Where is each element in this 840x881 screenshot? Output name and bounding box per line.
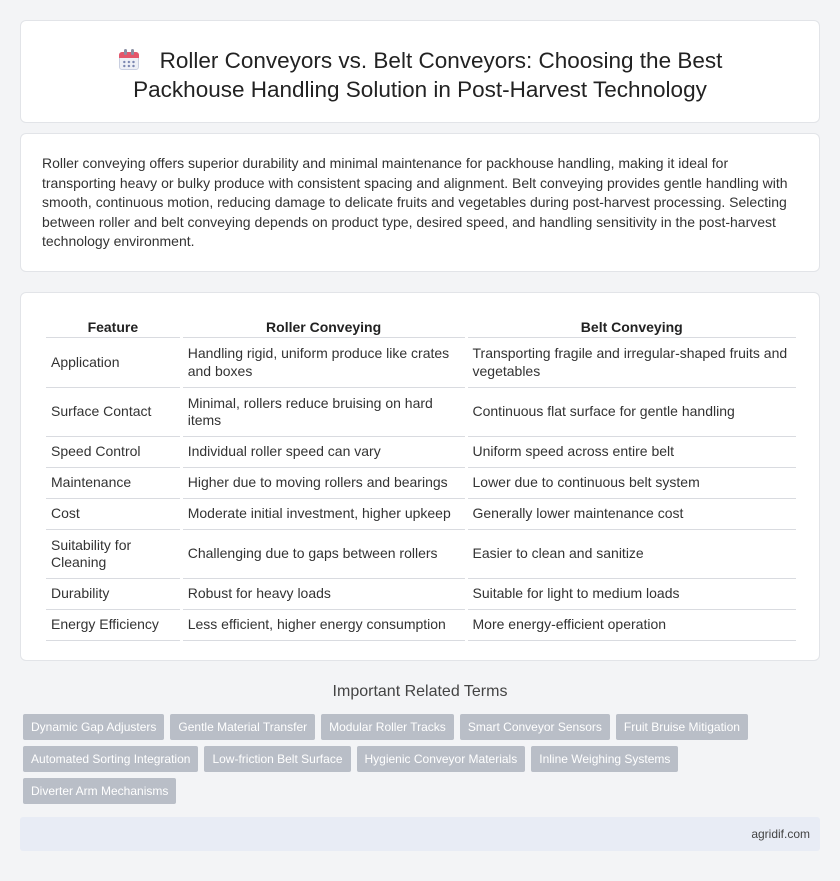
belt-cell: Transporting fragile and irregular-shaped fruits and vegetables	[468, 338, 797, 388]
related-term-tag[interactable]: Gentle Material Transfer	[170, 714, 315, 740]
page-title	[21, 46, 819, 104]
table-row	[46, 338, 796, 388]
calendar-icon	[118, 49, 140, 71]
related-term-tag[interactable]: Hygienic Conveyor Materials	[357, 746, 526, 772]
header-feature: Feature	[46, 315, 180, 338]
summary-text: Roller conveying offers superior durability and minimal maintenance for packhouse handling, making it ideal for transporting heavy or bulky produce with consistent spacing and alignment. Belt conveying provides gentle handling with smooth, continuous motion, reducing damage to delicate fruits and vegetables during post-harvest processing. Selecting between roller and belt conveying depends on product type, desired speed, and handling sensitivity in the post-harvest technology environment.	[42, 155, 788, 249]
roller-cell: Challenging due to gaps between rollers	[183, 530, 465, 579]
related-terms-title: Important Related Terms	[332, 683, 508, 700]
related-term-tag[interactable]: Inline Weighing Systems	[531, 746, 678, 772]
belt-cell: More energy-efficient operation	[468, 610, 797, 641]
title-line-2: Packhouse Handling Solution in Post-Harvest Technology	[133, 77, 707, 102]
table-header-row	[46, 315, 796, 338]
title-card	[20, 20, 820, 123]
related-term-tag[interactable]: Fruit Bruise Mitigation	[616, 714, 748, 740]
comparison-table	[43, 315, 799, 641]
table-row	[46, 499, 796, 530]
roller-cell: Moderate initial investment, higher upkeep	[183, 499, 465, 530]
table-row	[46, 468, 796, 499]
summary-card	[20, 133, 820, 272]
table-row	[46, 437, 796, 468]
related-term-tag[interactable]: Dynamic Gap Adjusters	[23, 714, 164, 740]
related-term-tag[interactable]: Modular Roller Tracks	[321, 714, 454, 740]
roller-cell: Handling rigid, uniform produce like crates and boxes	[183, 338, 465, 388]
belt-cell: Lower due to continuous belt system	[468, 468, 797, 499]
roller-cell: Less efficient, higher energy consumption	[183, 610, 465, 641]
table-row	[46, 610, 796, 641]
roller-cell: Minimal, rollers reduce bruising on hard items	[183, 388, 465, 437]
related-term-tag[interactable]: Automated Sorting Integration	[23, 746, 198, 772]
roller-cell: Higher due to moving rollers and bearings	[183, 468, 465, 499]
belt-cell: Easier to clean and sanitize	[468, 530, 797, 579]
belt-cell: Generally lower maintenance cost	[468, 499, 797, 530]
feature-cell: Cost	[46, 499, 180, 530]
belt-cell: Suitable for light to medium loads	[468, 579, 797, 610]
roller-cell: Individual roller speed can vary	[183, 437, 465, 468]
table-row	[46, 530, 796, 579]
feature-cell: Durability	[46, 579, 180, 610]
header-belt: Belt Conveying	[468, 315, 797, 338]
footer-site-link[interactable]: agridif.com	[751, 827, 810, 841]
feature-cell: Energy Efficiency	[46, 610, 180, 641]
related-term-tag[interactable]: Diverter Arm Mechanisms	[23, 778, 176, 804]
belt-cell: Uniform speed across entire belt	[468, 437, 797, 468]
feature-cell: Surface Contact	[46, 388, 180, 437]
belt-cell: Continuous flat surface for gentle handling	[468, 388, 797, 437]
feature-cell: Maintenance	[46, 468, 180, 499]
related-term-tag[interactable]: Smart Conveyor Sensors	[460, 714, 610, 740]
table-row	[46, 579, 796, 610]
related-term-tag[interactable]: Low-friction Belt Surface	[204, 746, 350, 772]
footer-bar	[20, 817, 820, 851]
comparison-card	[20, 292, 820, 661]
roller-cell: Robust for heavy loads	[183, 579, 465, 610]
feature-cell: Suitability for Cleaning	[46, 530, 180, 579]
related-terms-list	[23, 714, 763, 804]
header-roller: Roller Conveying	[183, 315, 465, 338]
table-row	[46, 388, 796, 437]
feature-cell: Application	[46, 338, 180, 388]
title-line-1: Roller Conveyors vs. Belt Conveyors: Choosing the Best	[159, 48, 723, 73]
feature-cell: Speed Control	[46, 437, 180, 468]
